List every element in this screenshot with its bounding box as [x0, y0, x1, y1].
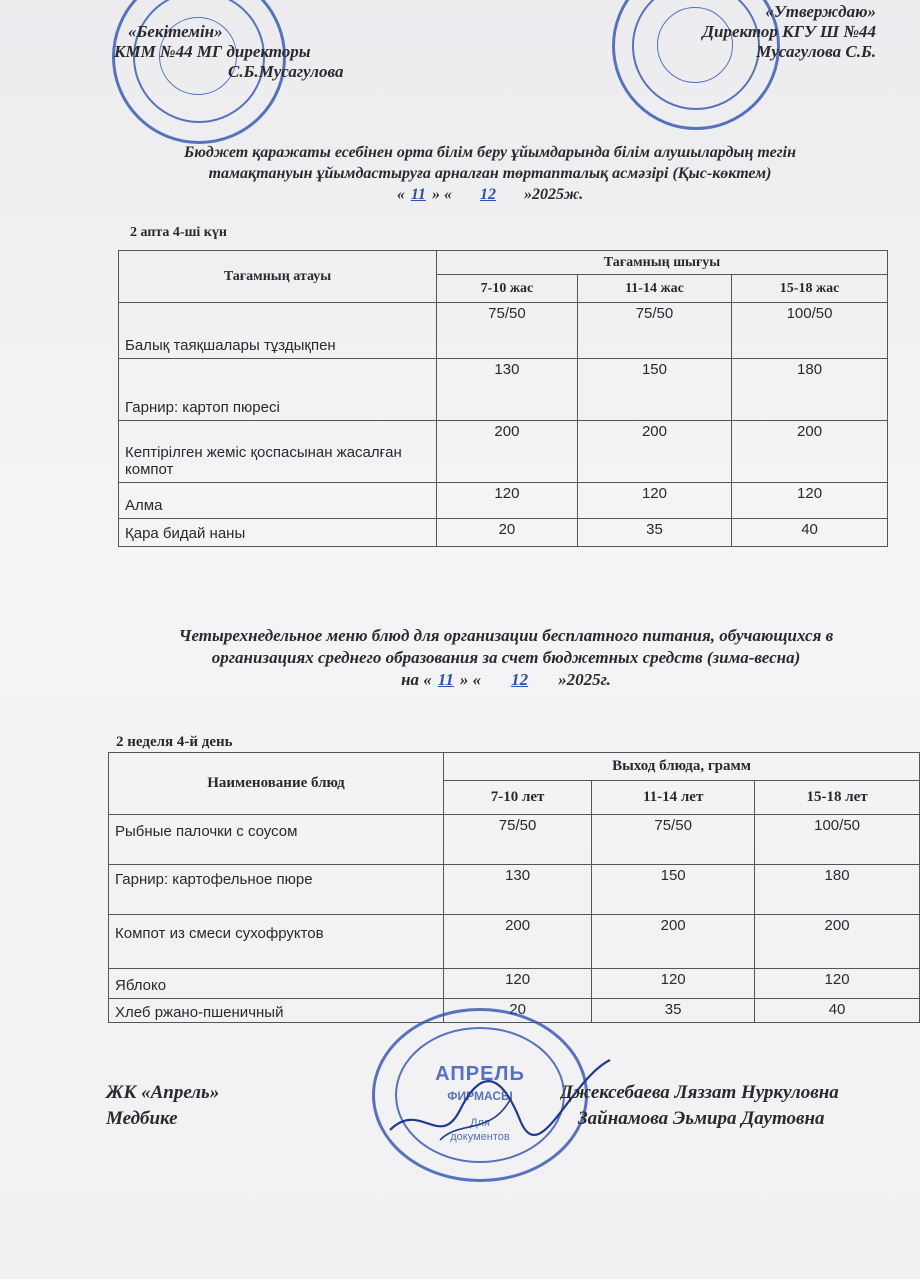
kz-dish-name: Алма: [119, 483, 437, 519]
seal-text-3: Для: [470, 1117, 490, 1129]
ru-portion: 120: [755, 969, 920, 999]
approval-left: [114, 22, 344, 82]
approval-left-line1: «Бекітемін»: [128, 22, 223, 41]
seal-text-1: АПРЕЛЬ: [435, 1063, 525, 1085]
kz-portion: 100/50: [732, 303, 888, 359]
ru-portion: 180: [755, 865, 920, 915]
ru-portion: 20: [444, 999, 592, 1023]
kz-age-2: 11-14 жас: [577, 275, 731, 303]
ru-age-3: 15-18 лет: [755, 781, 920, 815]
ru-portion: 200: [755, 915, 920, 969]
kz-title: [100, 142, 880, 205]
table-row: [109, 969, 920, 999]
table-row: [119, 421, 888, 483]
footer-right: [560, 1080, 920, 1132]
kz-date-mid: » «: [431, 186, 452, 203]
kz-portion: 200: [437, 421, 578, 483]
seal-text-4: документов: [450, 1131, 510, 1143]
ru-portion: 200: [592, 915, 755, 969]
kz-dish-name: Кептірілген жеміс қоспасынан жасалған компот: [119, 421, 437, 483]
ru-portion: 35: [592, 999, 755, 1023]
kz-col-name: Тағамның атауы: [119, 251, 437, 303]
ru-portion: 130: [444, 865, 592, 915]
kz-portion: 200: [732, 421, 888, 483]
seal-text-2: ФИРМАСЫ: [447, 1089, 513, 1103]
table-row: [109, 915, 920, 969]
approval-right-line2: Директор КГУ Ш №44: [702, 22, 876, 41]
kz-date-month: 12: [479, 186, 496, 203]
ru-date-day: 11: [437, 670, 454, 689]
kz-portion: 200: [577, 421, 731, 483]
kz-date-prefix: «: [396, 186, 405, 203]
ru-dish-name: Рыбные палочки с соусом: [109, 815, 444, 865]
ru-title-line2: организациях среднего образования за счет бюджетных средств (зима-весна): [211, 648, 801, 667]
kz-dish-name: Қара бидай наны: [119, 519, 437, 547]
table-row: [119, 519, 888, 547]
kz-col-output: Тағамның шығуы: [437, 251, 888, 275]
approval-left-line2: КММ №44 МГ директоры: [114, 42, 311, 61]
kz-age-1: 7-10 жас: [437, 275, 578, 303]
ru-dish-name: Яблоко: [109, 969, 444, 999]
footer-right-line2: Зайнамова Эьмира Даутовна: [578, 1108, 825, 1129]
ru-portion: 200: [444, 915, 592, 969]
approval-right-line1: «Утверждаю»: [765, 2, 876, 21]
ru-dish-name: Хлеб ржано-пшеничный: [109, 999, 444, 1023]
ru-title-line1: Четырехнедельное меню блюд для организации бесплатного питания, обучающихся в: [178, 626, 834, 645]
ru-date-suffix: »2025г.: [558, 670, 611, 689]
ru-date-prefix: на «: [401, 670, 432, 689]
ru-menu-table: [108, 752, 920, 1023]
kz-date: [100, 184, 880, 205]
ru-portion: 150: [592, 865, 755, 915]
ru-date: [106, 669, 906, 691]
kz-portion: 130: [437, 359, 578, 421]
ru-portion: 75/50: [592, 815, 755, 865]
approval-right: [640, 2, 876, 62]
kz-date-day: 11: [410, 186, 426, 203]
table-row: [119, 359, 888, 421]
ru-age-1: 7-10 лет: [444, 781, 592, 815]
footer-left-line1: ЖК «Апрель»: [106, 1082, 220, 1103]
table-row: [109, 815, 920, 865]
ru-age-2: 11-14 лет: [592, 781, 755, 815]
table-row: [119, 483, 888, 519]
ru-portion: 75/50: [444, 815, 592, 865]
ru-portion: 120: [592, 969, 755, 999]
kz-day-label: 2 апта 4-ші күн: [130, 225, 227, 240]
kz-portion: 150: [577, 359, 731, 421]
kz-title-line1: Бюджет қаражаты есебінен орта білім беру ұйымдарында білім алушылардың тегін: [184, 144, 796, 161]
table-row: [119, 303, 888, 359]
kz-portion: 180: [732, 359, 888, 421]
ru-dish-name: Гарнир: картофельное пюре: [109, 865, 444, 915]
ru-portion: 40: [755, 999, 920, 1023]
kz-title-line2: тамақтануын ұйымдастыруға арналған төртапталық асмәзірі (Қыс-көктем): [208, 165, 772, 182]
kz-portion: 40: [732, 519, 888, 547]
ru-date-mid: » «: [459, 670, 482, 689]
ru-dish-name: Компот из смеси сухофруктов: [109, 915, 444, 969]
ru-portion: 100/50: [755, 815, 920, 865]
kz-portion: 35: [577, 519, 731, 547]
ru-portion: 120: [444, 969, 592, 999]
kz-portion: 120: [732, 483, 888, 519]
kz-portion: 75/50: [437, 303, 578, 359]
kz-portion: 120: [577, 483, 731, 519]
kz-portion: 120: [437, 483, 578, 519]
kz-dish-name: Балық таяқшалары тұздықпен: [119, 303, 437, 359]
ru-title: [106, 625, 906, 691]
ru-day-label: 2 неделя 4-й день: [116, 734, 233, 750]
table-row: [109, 865, 920, 915]
kz-age-3: 15-18 жас: [732, 275, 888, 303]
kz-menu-table: [118, 250, 888, 547]
kz-dish-name: Гарнир: картоп пюресі: [119, 359, 437, 421]
approval-right-line3: Мусагулова С.Б.: [756, 42, 876, 61]
footer-left: [106, 1080, 219, 1132]
footer-left-line2: Медбике: [106, 1108, 178, 1129]
kz-portion: 75/50: [577, 303, 731, 359]
kz-date-suffix: »2025ж.: [523, 186, 584, 203]
ru-col-name: Наименование блюд: [109, 753, 444, 815]
kz-portion: 20: [437, 519, 578, 547]
ru-date-month: 12: [511, 670, 529, 689]
footer-right-line1: Джексебаева Ляззат Нуркуловна: [560, 1082, 839, 1103]
approval-left-line3: С.Б.Мусагулова: [228, 62, 344, 81]
ru-col-output: Выход блюда, грамм: [444, 753, 920, 781]
